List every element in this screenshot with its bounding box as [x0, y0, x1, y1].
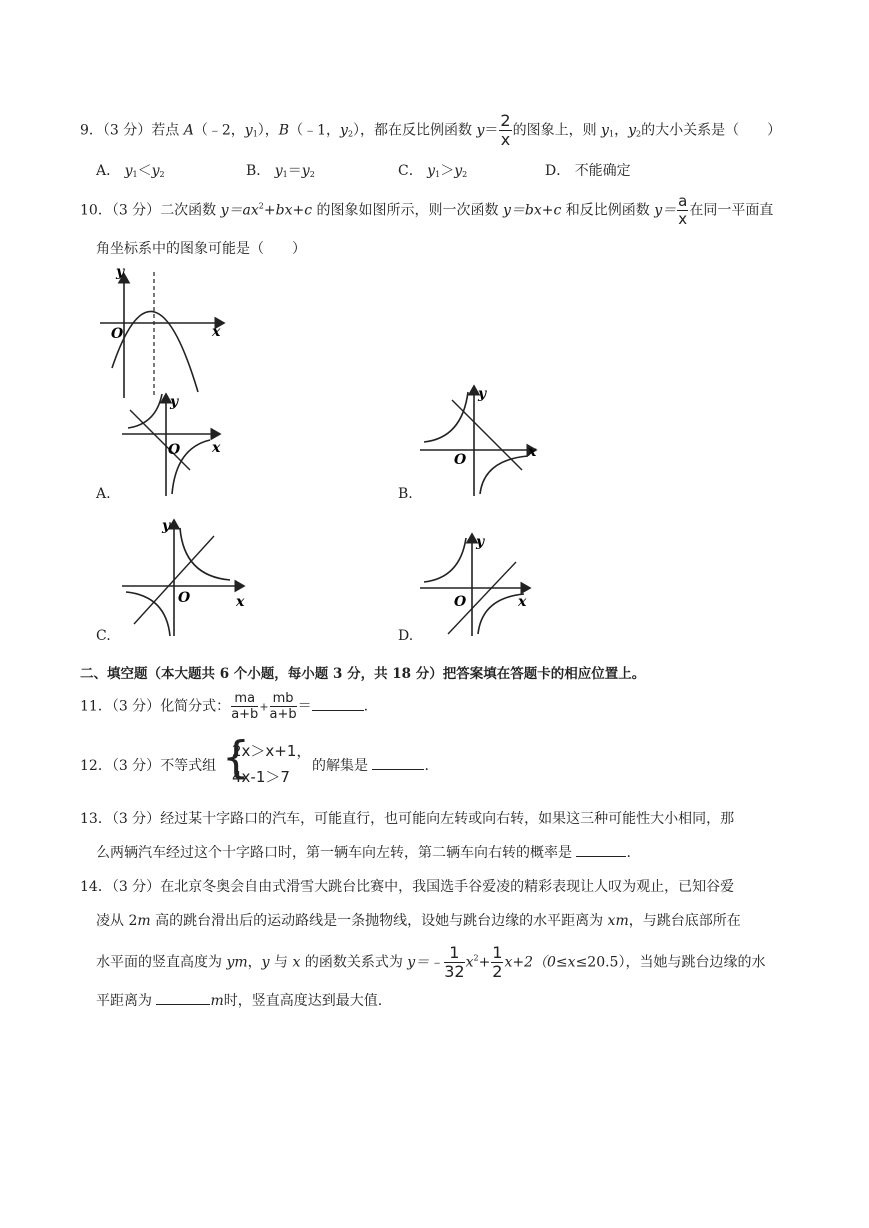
text: 的大小关系是（ ）: [641, 122, 782, 139]
text: （﹣2，: [193, 122, 245, 139]
superscript: 2: [473, 953, 479, 963]
var: y: [628, 122, 636, 139]
answer-blank[interactable]: [312, 710, 364, 711]
text: 化简分式：: [160, 698, 231, 715]
text: ＝: [484, 122, 499, 139]
text: （﹣1，: [289, 122, 341, 139]
q9-option-a: [96, 160, 165, 180]
text: 都在反比例函数: [374, 122, 477, 139]
subscript: 1: [608, 129, 615, 139]
text: 经过某十字路口的汽车，可能直行，也可能向左转或向右转，如果这三种可能性大小相同，那: [160, 811, 735, 827]
question-14-line4: [96, 990, 382, 1010]
text: 的图象上，则: [512, 122, 602, 139]
text: 在同一平面直: [689, 202, 774, 219]
question-9: [80, 113, 781, 148]
q9-option-b: [246, 160, 315, 180]
question-number: 11．: [80, 698, 112, 715]
hyperbola-branch: [424, 392, 468, 442]
formula: y＝: [654, 202, 677, 219]
fraction: [499, 113, 511, 148]
text: 凌从 2: [96, 913, 138, 929]
fraction: [491, 945, 503, 980]
option-d-graph: [418, 528, 542, 640]
origin-label: O: [111, 326, 124, 342]
text: +: [259, 700, 269, 714]
option-label: B．: [246, 163, 271, 179]
score: （3 分）: [111, 879, 161, 895]
var: ym: [226, 954, 248, 971]
question-14-line2: [96, 910, 741, 930]
question-number: 9．: [80, 122, 103, 139]
text: 的函数关系式为: [300, 954, 408, 971]
subscript: 2: [347, 129, 354, 139]
option-c-label: C.: [96, 628, 111, 644]
formula: y＝ax: [220, 202, 259, 219]
text: 和反比例函数: [561, 202, 655, 219]
hyperbola-branch: [480, 456, 528, 494]
numerator: a: [678, 192, 688, 210]
subscript: 2: [462, 170, 468, 179]
text: ＜: [137, 163, 152, 179]
x-axis-label: x: [518, 594, 527, 610]
var: y: [274, 163, 283, 179]
subscript: 2: [309, 170, 315, 179]
denominator: x: [678, 210, 688, 228]
origin-label: O: [454, 452, 467, 468]
option-a-label: A.: [96, 486, 111, 502]
subscript: 1: [252, 129, 258, 139]
text: 在北京冬奥会自由式滑雪大跳台比赛中，我国选手谷爱凌的精彩表现让人叹为观止，已知谷爱: [160, 879, 735, 895]
option-label: C．: [398, 163, 423, 179]
option-label: A．: [96, 163, 121, 179]
option-text: 不能确定: [574, 163, 631, 179]
x-axis-label: x: [236, 594, 245, 610]
question-10-line2: 角坐标系中的图象可能是（ ）: [96, 241, 306, 257]
var: y: [301, 163, 310, 179]
numerator: 1: [492, 943, 503, 962]
question-12-lead: [80, 755, 216, 775]
answer-blank[interactable]: [156, 1004, 210, 1005]
hyperbola-branch: [180, 528, 230, 580]
formula: x+2（0≤: [504, 954, 568, 971]
text: ），: [257, 122, 279, 139]
text: ，: [247, 954, 262, 971]
text: ＝: [297, 698, 312, 715]
subscript: 1: [435, 170, 441, 179]
denominator: 32: [444, 962, 465, 981]
x-axis-label: x: [212, 440, 221, 456]
option-a-graph: [120, 388, 230, 500]
text: .: [626, 845, 631, 861]
line-graph: [130, 410, 190, 470]
denominator: x: [500, 130, 511, 149]
var: y: [244, 122, 253, 139]
text: 不等式组: [160, 758, 217, 774]
text: 的图象如图所示，则一次函数: [312, 202, 503, 219]
text: 么两辆汽车经过这个十字路口时，第一辆车向左转，第二辆车向右转的概率是: [96, 845, 577, 861]
text: ），: [353, 122, 375, 139]
var: x: [465, 954, 474, 971]
formula: +bx+c: [263, 202, 313, 219]
unit: m: [137, 913, 151, 929]
hyperbola-branch: [128, 394, 162, 428]
option-label: D．: [545, 163, 571, 179]
score: （3 分）: [111, 758, 161, 774]
text: .: [424, 758, 429, 774]
question-14: [80, 876, 734, 896]
var: x: [292, 954, 301, 971]
origin-label: O: [178, 590, 191, 606]
section-heading: 二、填空题（本大题共 6 个小题，每小题 3 分，共 18 分）把答案填在答题卡的相应位置上。: [80, 666, 646, 682]
var: xm: [607, 913, 629, 929]
text: ＞: [440, 163, 455, 179]
question-10: [80, 194, 773, 227]
text: 平距离为: [96, 993, 157, 1009]
option-b-graph: [418, 380, 548, 500]
subscript: 2: [635, 129, 642, 139]
y-axis-label: y: [476, 534, 485, 550]
inequality-line-1: 2x＞x+1，: [232, 742, 312, 760]
text: 若点: [151, 122, 184, 139]
fraction: [231, 692, 258, 721]
text: 与: [269, 954, 293, 971]
formula: y＝﹣: [407, 954, 444, 971]
subscript: 2: [159, 170, 165, 179]
score: （3 分）: [111, 811, 161, 827]
var: y: [454, 163, 463, 179]
text: ≤20.5），当她与跳台边缘的水: [575, 954, 766, 971]
q9-option-c: [398, 160, 467, 180]
text: 的解集是: [312, 758, 373, 774]
parabola-figure: [96, 264, 232, 404]
question-13-line2: [96, 842, 631, 862]
var: x: [567, 954, 576, 971]
var: y: [476, 122, 485, 139]
var: y: [427, 163, 436, 179]
question-number: 13．: [80, 811, 112, 827]
numerator: ma: [231, 692, 258, 707]
numerator: 1: [444, 945, 464, 963]
option-c-graph: [120, 514, 250, 640]
numerator: 2: [500, 111, 511, 130]
y-axis-label: y: [162, 518, 171, 534]
superscript: 2: [258, 201, 264, 211]
denominator: a+b: [269, 707, 297, 722]
var: y: [261, 954, 270, 971]
fraction: [270, 692, 297, 721]
formula: y＝bx+c: [502, 202, 562, 219]
left-brace: {: [222, 732, 250, 783]
var: y: [340, 122, 348, 139]
question-number: 14．: [80, 879, 112, 895]
question-14-line3: [96, 945, 765, 980]
text: ，与跳台底部所在: [628, 913, 741, 929]
hyperbola-branch: [126, 592, 170, 636]
answer-blank[interactable]: [576, 856, 626, 857]
var: y: [124, 163, 133, 179]
hyperbola-branch: [424, 538, 466, 582]
fraction: [677, 194, 688, 227]
text: 水平面的竖直高度为: [96, 954, 227, 971]
text: +: [478, 954, 491, 971]
option-b-label: B.: [398, 486, 413, 502]
denominator: 2: [492, 962, 503, 981]
x-axis-label: x: [528, 444, 537, 460]
y-axis-label: y: [170, 394, 179, 410]
subscript: 1: [282, 170, 288, 179]
inequality-line-2: 4x-1＞7: [232, 768, 290, 786]
origin-label: O: [168, 442, 181, 458]
text: 时，竖直高度达到最大值.: [223, 993, 383, 1009]
answer-blank[interactable]: [372, 769, 424, 770]
y-axis-label: y: [116, 264, 125, 280]
option-d-label: D.: [398, 628, 414, 644]
text: ＝: [287, 163, 302, 179]
unit: m: [210, 993, 224, 1009]
q9-option-d: [545, 160, 631, 180]
score: （3 分）: [111, 202, 161, 219]
text: 二次函数: [160, 202, 221, 219]
var: y: [601, 122, 609, 139]
question-number: 12．: [80, 758, 112, 774]
point-label: A: [183, 122, 194, 139]
question-number: 10．: [80, 202, 112, 219]
x-axis-label: x: [212, 324, 221, 340]
subscript: 1: [132, 170, 138, 179]
text: ，: [614, 122, 629, 139]
score: （3 分）: [111, 698, 161, 715]
fraction: [444, 945, 464, 980]
origin-label: O: [454, 594, 467, 610]
question-11: [80, 692, 368, 721]
var: y: [151, 163, 160, 179]
text: .: [363, 698, 369, 715]
numerator: mb: [270, 692, 297, 707]
point-label: B: [278, 122, 290, 139]
text: 高的跳台滑出后的运动路线是一条抛物线，设她与跳台边缘的水平距离为: [150, 913, 608, 929]
score: （3 分）: [102, 122, 152, 139]
y-axis-label: y: [478, 386, 487, 402]
denominator: a+b: [231, 707, 259, 722]
question-12-tail: [312, 755, 429, 775]
question-13: [80, 808, 734, 828]
